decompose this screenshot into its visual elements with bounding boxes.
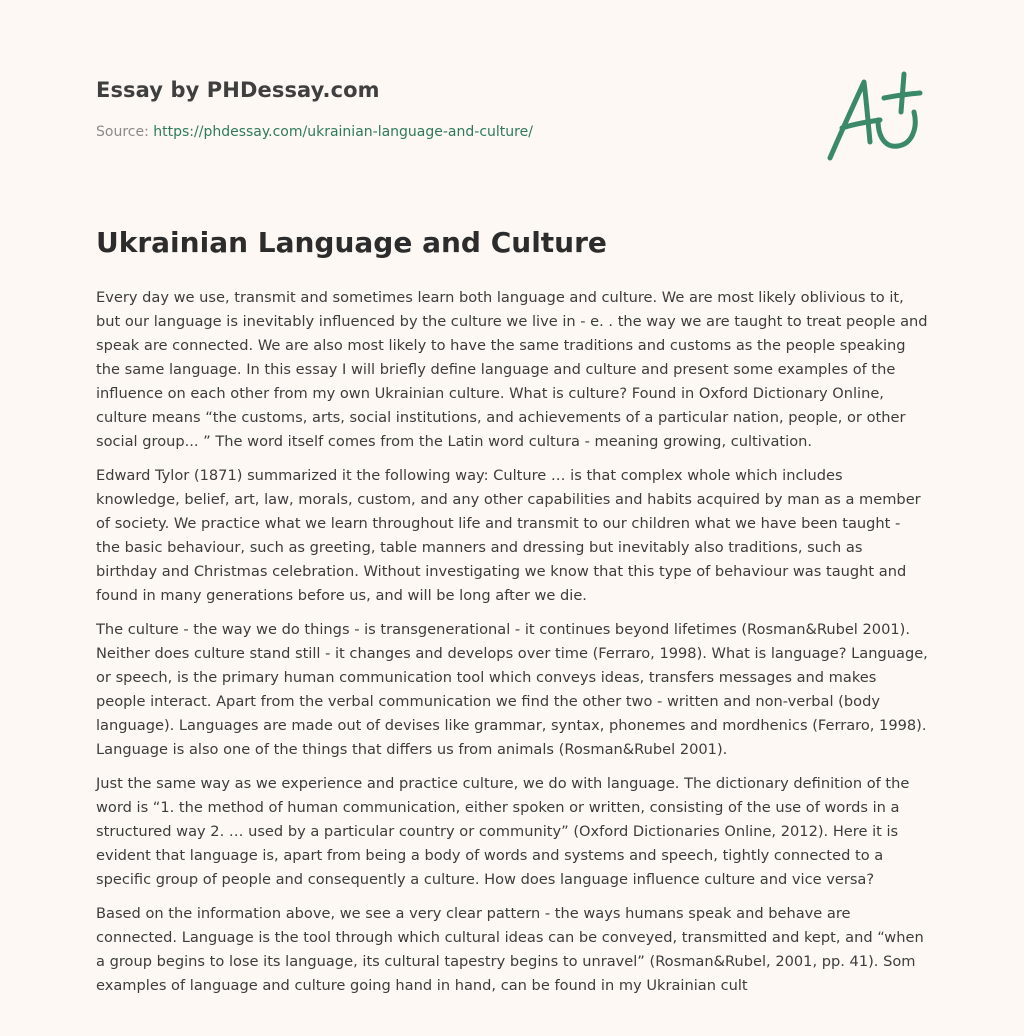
paragraph: Every day we use, transmit and sometimes learn both language and culture. We are most likely oblivious to it, but our language is inevitably influenced by the culture we live in - e. . the way we are taught to treat people and speak are connected. We are also most likely to have the same traditions and customs as the people speaking the same language. In this essay I will briefly define language and culture and present some examples of the influence on each other from my own Ukrainian culture. What is culture? Found in Oxford Dictionary Online, culture means “the customs, arts, social institutions, and achievements of a particular nation, people, or other social group... ” The word itself comes from the Latin word cultura - meaning growing, cultivation. [96, 289, 928, 450]
source-line [96, 124, 533, 140]
source-link[interactable]: https://phdessay.com/ukrainian-language-and-culture/ [153, 124, 533, 140]
essay-title: Ukrainian Language and Culture [96, 226, 607, 259]
site-brand: Essay by PHDessay.com [96, 78, 380, 102]
a-plus-logo-icon [820, 68, 928, 164]
paragraph: Just the same way as we experience and practice culture, we do with language. The dictionary definition of the word is “1. the method of human communication, either spoken or written, consisting of the use of words in a structured way 2. … used by a particular country or community” (Oxford Dictionaries Online, 2012). Here it is evident that language is, apart from being a body of words and systems and speech, tightly connected to a specific group of people and consequently a culture. How does language influence culture and vice versa? [96, 775, 910, 888]
source-label: Source: [96, 124, 149, 140]
paragraph: The culture - the way we do things - is transgenerational - it continues beyond lifetimes (Rosman&Rubel 2001). Neither does culture stand still - it changes and develops over time (Ferraro, 1998). What is language? Language, or speech, is the primary human communication tool which conveys ideas, transfers messages and makes people interact. Apart from the verbal communication we find the other two - written and non-verbal (body language). Languages are made out of devises like grammar, syntax, phonemes and mordhenics (Ferraro, 1998). Language is also one of the things that differs us from animals (Rosman&Rubel 2001). [96, 621, 928, 758]
paragraph: Based on the information above, we see a very clear pattern - the ways humans speak and behave are connected. Language is the tool through which cultural ideas can be conveyed, transmitted and kept, and “when a group begins to lose its language, its cultural tapestry begins to unravel” (Rosman&Rubel, 2001, pp. 41). Som examples of language and culture going hand in hand, can be found in my Ukrainian cult [96, 905, 924, 994]
essay-body [96, 286, 928, 1008]
paragraph: Edward Tylor (1871) summarized it the following way: Culture … is that complex whole which includes knowledge, belief, art, law, morals, custom, and any other capabilities and habits acquired by man as a member of society. We practice what we learn throughout life and transmit to our children what we have been taught - the basic behaviour, such as greeting, table manners and dressing but inevitably also traditions, such as birthday and Christmas celebration. Without investigating we know that this type of behaviour was taught and found in many generations before us, and will be long after we die. [96, 467, 921, 604]
